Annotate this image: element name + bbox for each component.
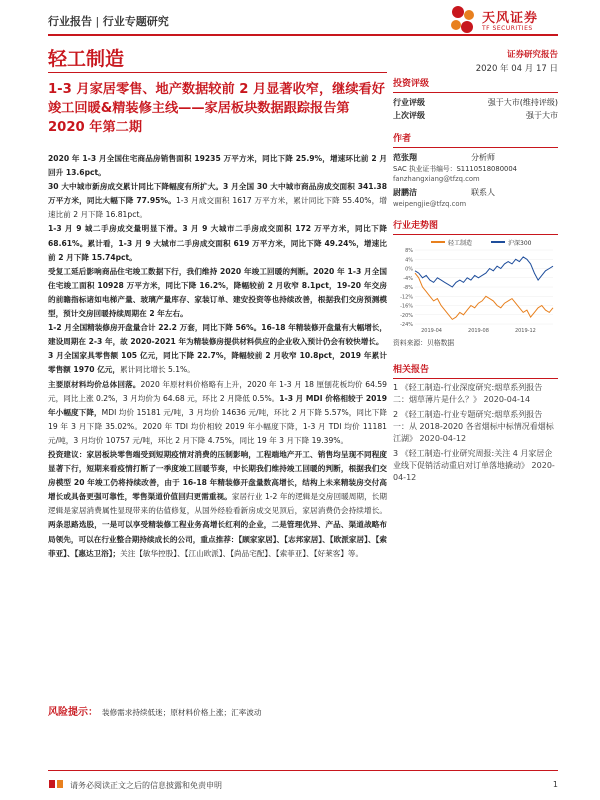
body-paragraph [48,321,387,349]
title-divider [48,72,387,73]
industry-trend-chart [393,236,558,334]
y-tick-label: -20% [400,312,413,319]
x-tick-label: 2019-12 [514,328,536,334]
body-paragraph [48,448,387,561]
text-segment: MDI 均价 15181 元/吨，3 月均价 14636 元/吨，环比 2 月下降 5.57%，同比下降 19 年 3 月下降 35.02%。2020 年 TDI 均价相较 2019 年小幅度下降，1-3 月 TDI 均价 11181 元/吨，3 月均价 10757 元/吨，环比 2 月下降 4.75%，同比 19 年 3 月下降 19.39%。 [48,407,388,445]
report-title: 1-3 月家居零售、地产数据较前 2 月显著收窄，继续看好竣工回暖&精装修主线——家居板块数据跟踪报告第 2020 年第二期 [48,82,385,135]
text-segment: 关注【敏华控股】、【江山欧派】、【尚品宅配】、【索菲亚】、【好莱客】等。 [120,548,364,558]
header-divider [48,34,558,36]
series-line-csi300 [415,257,553,287]
y-tick-label: -16% [400,303,413,310]
author-row [393,186,558,199]
logo-text-cn: 天风证券 [482,11,539,26]
trend-section [393,218,558,235]
text-segment: 2020 年原材料价格略有上升，2020 年 1-3 月 18 厘刨花板均价 64.59 元，同比上涨 0.2%，3 月均价为 64.68 元，环比 2 月降低 0.5%。 [48,379,387,403]
rating-row [393,96,558,109]
rating-title: 投资评级 [393,76,558,93]
bold-text-segment: 主要原材料均价总体回落。 [48,379,141,389]
body-paragraph [48,265,387,321]
y-tick-label: 4% [405,257,413,264]
report-category-sep: | [92,15,103,28]
text-segment: 累计同比增长 5.1%。 [119,365,195,375]
bold-text-segment: 2020 年 1-3 月全国住宅商品房销售面积 19235 万平方米，同比下降 25.9%，增速环比前 2 月回升 13.6pct。 [48,154,387,178]
related-report-item[interactable] [393,382,558,406]
y-tick-label: -24% [400,322,413,328]
body-paragraph [48,349,387,377]
bold-text-segment: 1-2 月全国精装修房开盘量合计 22.2 万套，同比下降 56%。16-18 年精装修开盘量有大幅增长，建设周期在 2-3 年，故 2020-2021 年为精装修房提供材料供应的企业收入预计仍会有较快增长。 [48,323,387,347]
y-tick-label: -12% [400,294,413,301]
report-date: 2020 年 04 月 17 日 [475,64,558,74]
bold-text-segment: 30 大中城市新房成交累计同比下降幅度有所扩大。3 月全国 30 大中城市商品房成交面积 341.38 万平方米，同比大幅下降 77.95%。 [48,182,387,206]
related-index: 2 [393,410,399,419]
risk-warning [48,703,387,718]
author-role: 联系人 [471,188,495,197]
rating-value: 强于大市 [526,111,558,120]
body-paragraph [48,378,387,448]
body-paragraph [48,222,387,264]
company-logo [448,4,558,38]
bold-text-segment: 受复工延后影响商品住宅竣工数据下行，我们维持 2020 年竣工回暖的判断。2020 年 1-3 月全国住宅竣工面积 10928 万平方米，同比下降 16.2%，降幅较前 2 月收窄 8.1pct，19-20 年交房的前瞻指标诸如电梯产量、玻璃产量库存、家装订单、建安投资等也持续改善，根据我们交房预测模型，预计交房回暖持续周期在 2 年左右。 [48,266,387,319]
author-row [393,151,558,164]
x-tick-label: 2019-04 [421,328,443,334]
related-report-item[interactable] [393,448,558,484]
page-number: 1 [552,780,558,789]
author-role: 分析师 [471,153,495,162]
report-body [48,152,387,561]
related-section [393,362,558,487]
related-report-date: 2020-04-12 [419,434,467,443]
bold-text-segment: 3 月全国家具零售额 105 亿元，同比下降 22.7%，降幅较前 2 月收窄 10.8pct，2019 年累计零售额 1970 亿元， [48,351,387,375]
body-paragraph [48,180,387,222]
author-name: 范张翔 [393,153,417,162]
bold-text-segment: 投资建议：家居板块零售端受到短期疫情对消费的压制影响，工程端地产开工、销售均呈现不同程度显著下行，短期来看疫情打断了一季度竣工回暖节奏，中长期我们维持竣工回暖的判断，根据我们交房模型 20 年竣工仍将持续改善，由于 16-18 年精装修开盘量数高增长，结构上未来精装房交付高增长或具备更强可靠性，零售渠道价值回归更需重视。 [48,449,387,502]
report-category-main: 行业报告 [48,15,92,28]
report-category-sub: 行业专题研究 [102,15,169,28]
x-tick-label: 2019-08 [468,328,489,334]
bold-text-segment: 两条思路选股，一是可以享受精装修工程业务高增长红利的企业，二是管理优异、产品、渠道战略布局领先，可以在行业整合期持续成长的公司，重点推荐：【顾家家居】、【志邦家居】、【欧派家居】、【索菲亚】、【惠达卫浴】； [48,520,387,558]
bold-text-segment: 1-3 月 MDI 价格相较于 2019 年小幅度下降， [48,393,387,417]
related-title: 相关报告 [393,362,558,379]
rating-row [393,109,558,122]
related-report-date: 2020-04-14 [483,395,531,404]
related-report-title[interactable]: 《轻工制造-行业研究周报:关注 4 月家居企业线下促销活动重启对订单落地撬动》 [393,449,553,470]
authors-section [393,131,558,209]
related-index: 1 [393,383,399,392]
y-tick-label: -8% [403,285,413,291]
report-type: 证券研究报告 [506,50,558,60]
rating-section [393,76,558,122]
related-report-item[interactable] [393,409,558,445]
related-report-title[interactable]: 《轻工制造-行业专题研究:烟草系列报告一：从 2018-2020 各省烟标中标情况看烟标江湖》 [393,410,554,443]
risk-text: 装修需求持续低迷；原材料价格上涨；汇率波动 [102,708,262,717]
disclaimer-icon [48,778,64,790]
bold-text-segment: 1-3 月 9 城二手房成交量明显下滑。3 月 9 大城市二手房成交面积 172 万平方米，同比下降 68.61%。累计看，1-3 月 9 大城市二手房成交面积 619 万平方米，同比下降 49.24%，增速比前 2 月下降 15.74pct。 [48,224,387,262]
author-email[interactable]: fanzhangxiang@tfzq.com [393,175,480,183]
footer-divider [48,770,558,771]
author-name: 尉鹏洁 [393,188,417,197]
logo-text-en: TF SECURITIES [482,25,533,32]
rating-key: 行业评级 [393,98,425,107]
y-tick-label: 8% [405,248,413,254]
authors-title: 作者 [393,131,558,148]
trend-title: 行业走势图 [393,218,558,235]
rating-key: 上次评级 [393,111,425,120]
legend-label: 沪深300 [508,240,532,247]
y-tick-label: 0% [405,266,413,273]
body-paragraph [48,152,387,180]
legend-label: 轻工制造 [448,240,473,247]
y-tick-label: -4% [403,275,413,282]
related-report-title[interactable]: 《轻工制造-行业深度研究:烟草系列报告二：烟草薄片是什么？》 [393,383,543,404]
report-category [48,13,169,29]
footer-disclaimer: 请务必阅读正文之后的信息披露和免责申明 [70,781,222,790]
sector-title: 轻工制造 [48,48,125,70]
text-segment: 1-3 月成交面积 1617 万平方米，累计同比下降 55.40%，增速比前 2 月下降 16.81pct。 [48,196,387,220]
author-cert: SAC 执业证书编号：S1110518080004 [393,165,517,173]
rating-value: 强于大市(维持评级) [487,98,558,107]
chart-source: 资料来源：贝格数据 [393,339,455,347]
text-segment: 家居行业 1-2 年的逻辑是交房回暖周期，长期逻辑是家居消费属性显现带来的估值修复，从国外经验看新房成交见顶后，家居消费仍会持续增长。 [48,492,387,516]
risk-label: 风险提示： [48,707,98,718]
author-email[interactable]: weipengjie@tfzq.com [393,200,467,208]
related-report-date: 2020-04-12 [393,461,555,482]
related-index: 3 [393,449,399,458]
logo-mark-icon [448,4,478,34]
